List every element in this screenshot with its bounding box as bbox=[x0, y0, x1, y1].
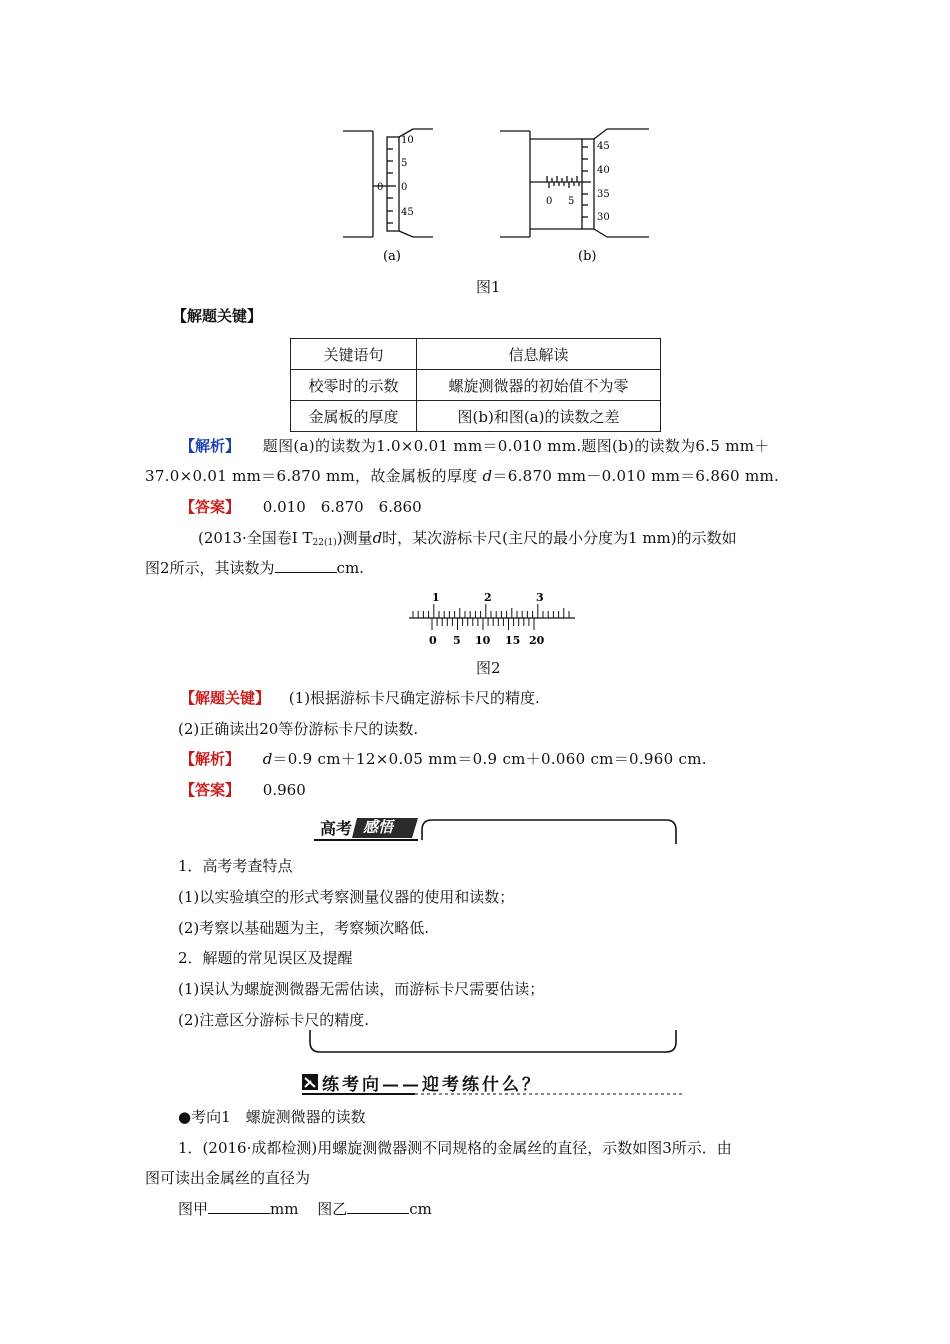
analysis-1-text: 题图(a)的读数为1.0×0.01 mm＝0.010 mm.题图(b)的读数为6.5 mm＋ bbox=[262, 437, 770, 455]
analysis-2-text: ＝0.9 cm＋12×0.05 mm＝0.9 cm＋0.060 cm＝0.960 cm. bbox=[272, 750, 707, 768]
fig1-a-tick-10: 10 bbox=[401, 135, 414, 146]
analysis-2 bbox=[180, 749, 707, 769]
vernier-sub-label: 20 bbox=[529, 634, 545, 647]
answer-blank[interactable] bbox=[208, 1199, 270, 1214]
question-text: 时，某次游标卡尺(主尺的最小分度为1 mm)的示数如 bbox=[382, 529, 737, 547]
fig1-label-a: (a) bbox=[383, 249, 401, 264]
table-row bbox=[291, 401, 661, 432]
gaokao-item: (2)注意区分游标卡尺的精度. bbox=[178, 1011, 370, 1029]
gaokao-item: (1)误认为螺旋测微器无需估读，而游标卡尺需要估读； bbox=[178, 980, 545, 998]
key-title: 【解题关键】 bbox=[172, 307, 263, 325]
question-2-line-2 bbox=[145, 558, 364, 578]
answer-tag: 【答案】 bbox=[180, 781, 241, 799]
answer-2 bbox=[180, 780, 306, 800]
figure-1-micrometers bbox=[335, 125, 655, 270]
figure-2-caption: 图2 bbox=[476, 659, 501, 677]
vernier-main-label: 1 bbox=[432, 591, 440, 604]
answer-1 bbox=[180, 497, 422, 517]
vernier-main-label: 2 bbox=[484, 591, 492, 604]
unit-cm: cm bbox=[409, 1200, 432, 1218]
gaokao-item: (1)以实验填空的形式考察测量仪器的使用和读数； bbox=[178, 888, 515, 906]
fig1-a-tick-0: 0 bbox=[401, 182, 408, 193]
answer-blank[interactable] bbox=[347, 1199, 409, 1214]
vernier-sub-label: 5 bbox=[453, 634, 461, 647]
question-text: 图2所示，其读数为 bbox=[145, 559, 275, 577]
table-header-cell: 信息解读 bbox=[417, 339, 661, 370]
variable-d: d bbox=[262, 750, 273, 768]
table-header-cell: 关键语句 bbox=[291, 339, 417, 370]
gaokao-title-plain: 高考 bbox=[320, 819, 353, 838]
figure-1-caption: 图1 bbox=[476, 278, 501, 296]
analysis-1-text: 37.0×0.01 mm＝6.870 mm，故金属板的厚度 bbox=[145, 467, 483, 485]
fig1-label-b: (b) bbox=[578, 249, 597, 264]
vernier-sub-label: 15 bbox=[505, 634, 521, 647]
analysis-tag: 【解析】 bbox=[180, 437, 241, 455]
unit-mm: mm bbox=[270, 1200, 299, 1218]
fig1-b-tick-45: 45 bbox=[597, 141, 610, 152]
fig1-a-tick-5: 5 bbox=[401, 158, 408, 169]
question-text: )测量 bbox=[336, 529, 373, 547]
key-2-text: (1)根据游标卡尺确定游标卡尺的精度. bbox=[288, 689, 540, 707]
vernier-sub-scale bbox=[432, 618, 534, 630]
gaokao-item: (2)考察以基础题为主，考察频次略低. bbox=[178, 919, 430, 937]
gaokao-title-badge: 感悟 bbox=[363, 818, 394, 836]
fig1-b-main-0: 0 bbox=[546, 196, 553, 207]
question-3-line-1: 1．(2016·成都检测)用螺旋测微器测不同规格的金属丝的直径，示数如图3所示．由 bbox=[178, 1139, 732, 1157]
table-row bbox=[291, 370, 661, 401]
micrometer-b bbox=[500, 129, 649, 237]
direction-1: ●考向1 螺旋测微器的读数 bbox=[178, 1108, 366, 1126]
fig1-a-tick-45: 45 bbox=[401, 207, 414, 218]
vernier-main-scale bbox=[413, 604, 569, 618]
fig1-b-tick-40: 40 bbox=[597, 165, 610, 176]
vernier-sub-label: 10 bbox=[475, 634, 491, 647]
gaokao-item: 2．解题的常见误区及提醒 bbox=[178, 949, 353, 967]
question-3-line-2: 图可读出金属丝的直径为 bbox=[145, 1169, 311, 1187]
table-cell: 校零时的示数 bbox=[291, 370, 417, 401]
answer-tag: 【答案】 bbox=[180, 498, 241, 516]
variable-d: d bbox=[482, 467, 493, 485]
question-3-answers bbox=[178, 1199, 432, 1219]
fig1-b-tick-30: 30 bbox=[597, 212, 610, 223]
key-2-line-1 bbox=[180, 688, 540, 708]
analysis-1-line-2 bbox=[145, 466, 779, 486]
figure-jia-label: 图甲 bbox=[178, 1200, 209, 1218]
answer-blank[interactable] bbox=[275, 558, 337, 573]
answer-1-text: 0.010 6.870 6.860 bbox=[262, 498, 422, 516]
question-text: (2013·全国卷Ⅰ T bbox=[198, 529, 313, 547]
answer-2-text: 0.960 bbox=[262, 781, 306, 799]
table-cell: 螺旋测微器的初始值不为零 bbox=[417, 370, 661, 401]
vernier-main-label: 3 bbox=[536, 591, 544, 604]
figure-yi-label: 图乙 bbox=[317, 1200, 348, 1218]
table-cell: 图(b)和图(a)的读数之差 bbox=[417, 401, 661, 432]
vernier-sub-label: 0 bbox=[429, 634, 437, 647]
figure-2-vernier bbox=[405, 588, 580, 650]
key-tag: 【解题关键】 bbox=[180, 689, 271, 707]
question-text: cm. bbox=[336, 559, 364, 577]
analysis-1-text: ＝6.870 mm－0.010 mm＝6.860 mm. bbox=[492, 467, 780, 485]
key-table bbox=[290, 338, 661, 432]
fig1-b-tick-35: 35 bbox=[597, 189, 610, 200]
table-row bbox=[291, 339, 661, 370]
question-2-line-1 bbox=[198, 528, 737, 553]
practice-header-title: 练考向——迎考练什么？ bbox=[322, 1075, 542, 1095]
gaokao-item: 1．高考考查特点 bbox=[178, 857, 293, 875]
fig1-b-main-5: 5 bbox=[568, 196, 575, 207]
question-subscript: 22(1) bbox=[312, 538, 337, 548]
analysis-1-line-1 bbox=[180, 436, 770, 456]
table-cell: 金属板的厚度 bbox=[291, 401, 417, 432]
fig1-a-main-zero: 0 bbox=[377, 182, 384, 193]
analysis-tag: 【解析】 bbox=[180, 750, 241, 768]
micrometer-a bbox=[343, 129, 433, 237]
variable-d: d bbox=[372, 529, 383, 547]
key-2-line-2: (2)正确读出20等份游标卡尺的读数. bbox=[178, 720, 419, 738]
